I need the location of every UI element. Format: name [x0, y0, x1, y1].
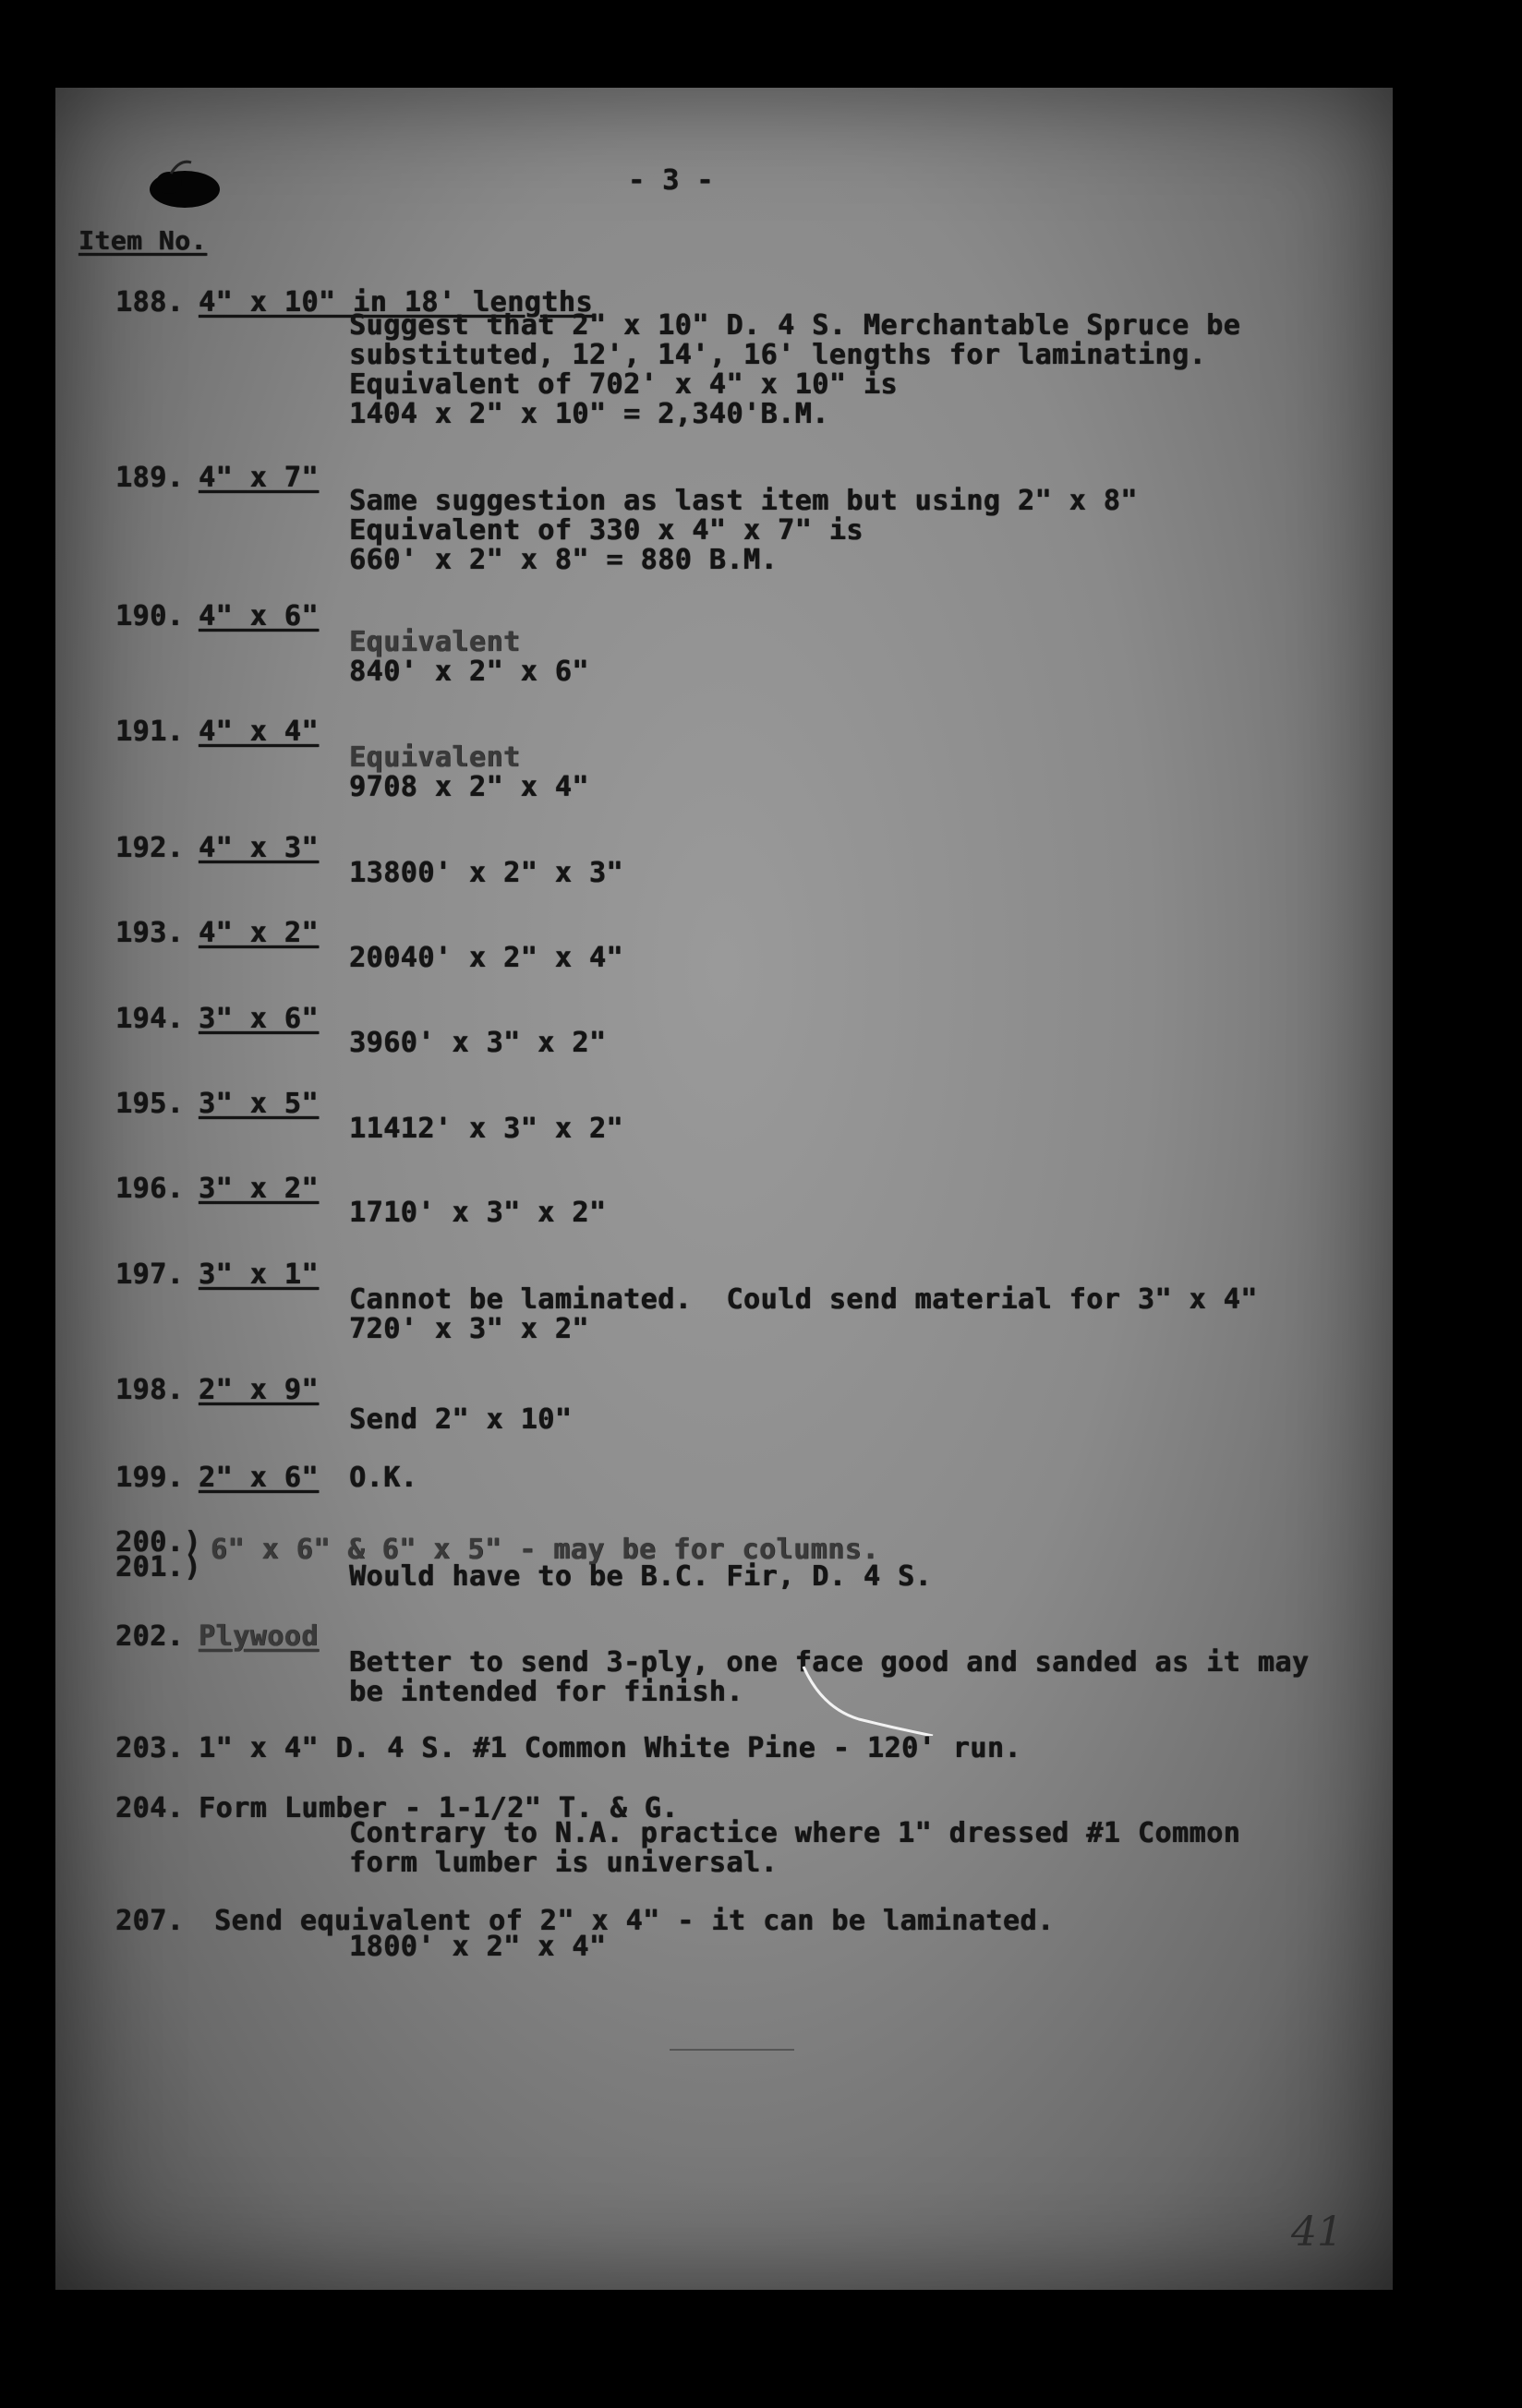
item-number: 194. [115, 1003, 185, 1035]
item-number: 203. [115, 1732, 185, 1764]
item-number: 188. [115, 286, 185, 319]
item-line: 840' x 2" x 6" [349, 656, 589, 688]
item-line: 660' x 2" x 8" = 880 B.M. [349, 544, 779, 576]
item-number: 190. [115, 600, 185, 632]
item-number: 204. [115, 1792, 185, 1824]
item-line: Cannot be laminated. Could send material for 3" x 4" [349, 1283, 1258, 1316]
item-number: 191. [115, 716, 185, 748]
item-line: 13800' x 2" x 3" [349, 857, 623, 889]
item-line: Equivalent [349, 741, 521, 774]
ink-blot [134, 157, 226, 212]
item-number: 201.) [115, 1551, 201, 1583]
item-number: 189. [115, 462, 185, 494]
item-line: Send 2" x 10" [349, 1403, 573, 1436]
item-line: Would have to be B.C. Fir, D. 4 S. [349, 1560, 933, 1593]
item-line: form lumber is universal. [349, 1847, 779, 1879]
item-heading: 3" x 2" [199, 1173, 319, 1205]
item-number: 199. [115, 1462, 185, 1494]
item-line: Equivalent of 330 x 4" x 7" is [349, 514, 864, 547]
margin-page-number: 41 [1291, 2209, 1343, 2256]
item-line: 3960' x 3" x 2" [349, 1027, 607, 1059]
item-line: 9708 x 2" x 4" [349, 771, 589, 803]
item-number: 195. [115, 1088, 185, 1120]
item-number: 193. [115, 917, 185, 949]
item-number: 192. [115, 832, 185, 864]
item-line: substituted, 12', 14', 16' lengths for laminating. [349, 339, 1207, 371]
item-heading: 4" x 2" [199, 917, 319, 949]
item-line: 1" x 4" D. 4 S. #1 Common White Pine - 120' run. [199, 1732, 1021, 1764]
item-heading: 4" x 3" [199, 832, 319, 864]
item-number: 196. [115, 1173, 185, 1205]
item-number: 202. [115, 1620, 185, 1653]
item-line: O.K. [349, 1462, 418, 1494]
item-heading: 4" x 4" [199, 716, 319, 748]
item-number: 207. [115, 1905, 185, 1937]
column-header: Item No. [79, 225, 207, 256]
item-heading: 3" x 6" [199, 1003, 319, 1035]
item-heading: 2" x 9" [199, 1374, 319, 1406]
item-line: 11412' x 3" x 2" [349, 1113, 623, 1145]
item-line: 720' x 3" x 2" [349, 1313, 589, 1345]
item-line: Equivalent of 702' x 4" x 10" is [349, 368, 898, 401]
item-heading: 4" x 10" in 18' lengths [199, 286, 593, 319]
item-heading: 4" x 6" [199, 600, 319, 632]
item-line: Suggest that 2" x 10" D. 4 S. Merchantable Spruce be [349, 309, 1241, 342]
item-line: 1800' x 2" x 4" [349, 1931, 607, 1963]
item-line: Send equivalent of 2" x 4" - it can be laminated. [214, 1905, 1055, 1937]
item-line: 20040' x 2" x 4" [349, 942, 623, 974]
item-line: Form Lumber - 1-1/2" T. & G. [199, 1792, 679, 1824]
item-number: 197. [115, 1258, 185, 1291]
item-line: be intended for finish. [349, 1676, 743, 1708]
item-number: 198. [115, 1374, 185, 1406]
page-number: - 3 - [628, 164, 714, 197]
item-heading: 3" x 5" [199, 1088, 319, 1120]
item-heading: 4" x 7" [199, 462, 319, 494]
item-number: 200.) [115, 1526, 201, 1559]
item-line: Contrary to N.A. practice where 1" dressed #1 Common [349, 1817, 1241, 1849]
item-heading: 2" x 6" [199, 1462, 319, 1494]
item-line: 1404 x 2" x 10" = 2,340'B.M. [349, 398, 829, 430]
item-line: Equivalent [349, 626, 521, 658]
item-line: Better to send 3-ply, one face good and sanded as it may [349, 1646, 1310, 1679]
item-line: 6" x 6" & 6" x 5" - may be for columns. [211, 1534, 879, 1566]
item-line: Same suggestion as last item but using 2" x 8" [349, 485, 1138, 517]
item-heading: Plywood [199, 1620, 319, 1653]
item-line: 1710' x 3" x 2" [349, 1197, 607, 1229]
item-heading: 3" x 1" [199, 1258, 319, 1291]
divider-line [670, 2049, 794, 2051]
scratch-mark [794, 1662, 942, 1736]
